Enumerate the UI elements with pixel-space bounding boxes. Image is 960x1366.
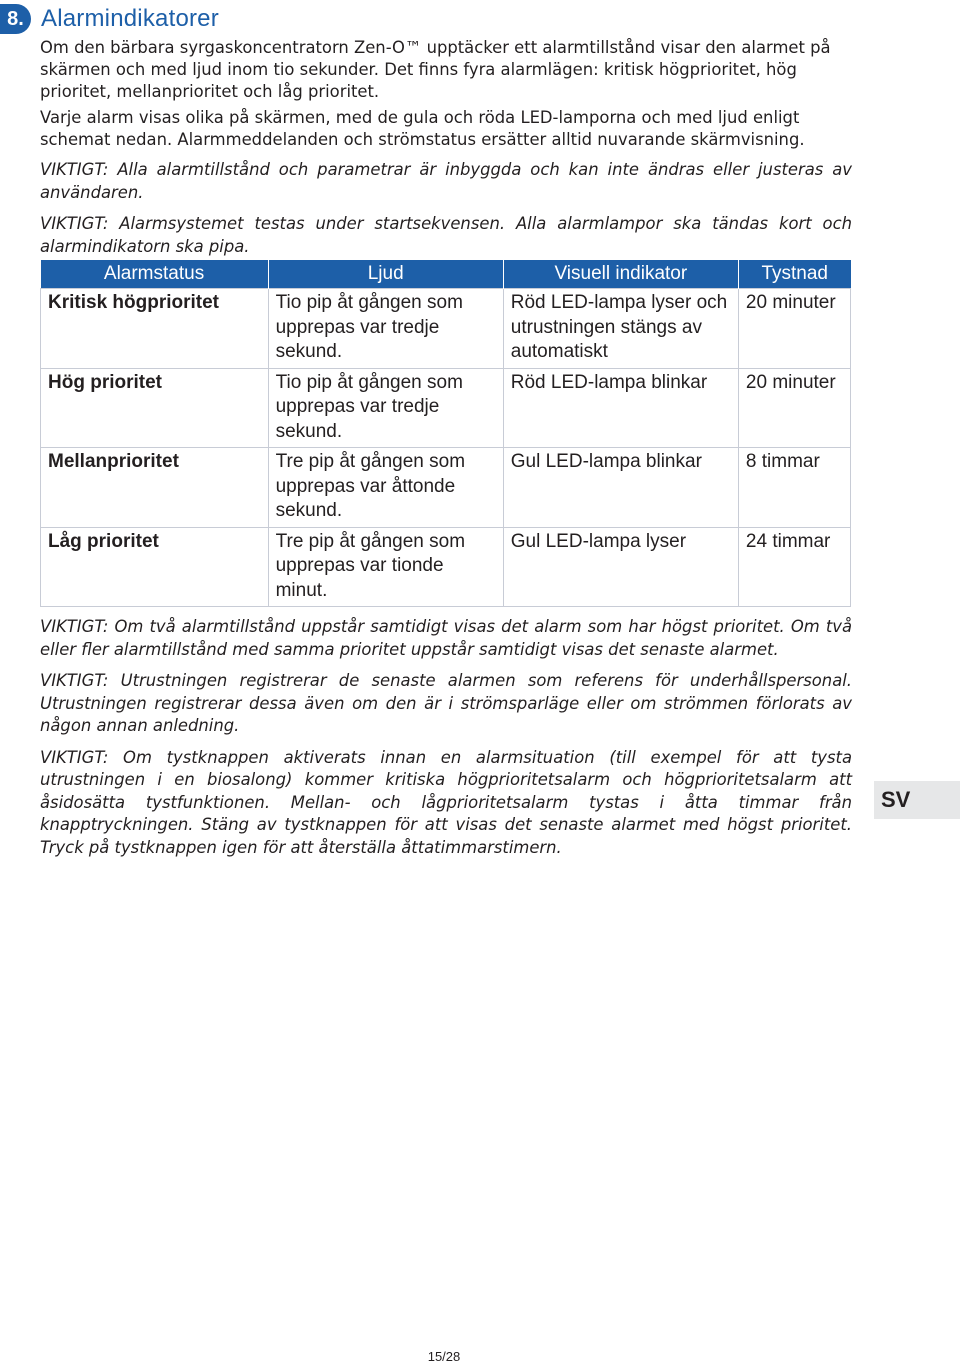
cell-status: Kritisk högprioritet — [41, 289, 269, 369]
cell-visual: Gul LED-lampa lyser — [503, 527, 738, 607]
cell-sound: Tre pip åt gången som upprepas var tionde minut. — [268, 527, 503, 607]
cell-silence: 24 timmar — [738, 527, 850, 607]
alarm-table-header-row — [41, 260, 851, 289]
alarm-table — [40, 260, 851, 607]
page-content — [40, 37, 852, 868]
table-row — [41, 527, 851, 607]
important-note-1: VIKTIGT: Alla alarmtillstånd och parametrar är inbyggda och kan inte ändras eller justeras av användaren. — [40, 160, 852, 202]
cell-sound: Tio pip åt gången som upprepas var tredje sekund. — [268, 289, 503, 369]
cell-status: Hög prioritet — [41, 368, 269, 448]
cell-visual: Röd LED-lampa blinkar — [503, 368, 738, 448]
language-tab: SV — [874, 781, 960, 819]
cell-silence: 8 timmar — [738, 448, 850, 528]
important-note-2: VIKTIGT: Alarmsystemet testas under startsekvensen. Alla alarmlampor ska tändas kort och alarmindikatorn ska pipa. — [40, 214, 852, 256]
intro-paragraph-1: Om den bärbara syrgaskoncentratorn Zen-O™ upptäcker ett alarmtillstånd visar den alarmet på skärmen och med ljud inom tio sekunder. Det finns fyra alarmlägen: kritisk högprioritet, hög prioritet, mellanprioritet och låg prioritet. — [40, 38, 831, 101]
page-number: 15/28 — [427, 1349, 461, 1364]
important-note-4: VIKTIGT: Utrustningen registrerar de senaste alarmen som referens för underhållspersonal. Utrustningen registrerar dessa även om den är i strömsparläge eller om strömmen förlorats av någon annan anledning. — [40, 671, 852, 735]
table-row — [41, 368, 851, 448]
cell-sound: Tio pip åt gången som upprepas var tredje sekund. — [268, 368, 503, 448]
section-number-badge: 8. — [0, 4, 31, 34]
cell-status: Låg prioritet — [41, 527, 269, 607]
cell-sound: Tre pip åt gången som upprepas var åttonde sekund. — [268, 448, 503, 528]
table-row — [41, 448, 851, 528]
cell-silence: 20 minuter — [738, 368, 850, 448]
header-alarm-status: Alarmstatus — [41, 260, 269, 289]
header-visual-indicator: Visuell indikator — [503, 260, 738, 289]
intro-paragraph-2: Varje alarm visas olika på skärmen, med de gula och röda LED-lamporna och med ljud enligt schemat nedan. Alarmmeddelanden och strömstatus ersätter alltid nuvarande skärmvisning. — [40, 108, 805, 149]
header-sound: Ljud — [268, 260, 503, 289]
important-note-5: VIKTIGT: Om tystknappen aktiverats innan en alarmsituation (till exempel för att tysta utrustningen i en biosalong) kommer kritiska högprioritetsalarm och högprioritetsalarm att åsidosätta tystfunktionen. Mellan- och lågprioritetsalarm tystas i åtta timmar från knapptryckningen. Stäng av tystknappen för att visas det senaste alarmet med högst prioritet. Tryck på tystknappen igen för att återställa åttatimmarstimern. — [40, 747, 852, 857]
important-note-3: VIKTIGT: Om två alarmtillstånd uppstår samtidigt visas det alarm som har högst prioritet. Om två eller fler alarmtillstånd med samma prioritet uppstår samtidigt visas det senaste alarmet. — [40, 617, 852, 659]
section-title: Alarmindikatorer — [41, 5, 219, 32]
cell-visual: Röd LED-lampa lyser och utrustningen stängs av automatiskt — [503, 289, 738, 369]
cell-silence: 20 minuter — [738, 289, 850, 369]
header-silence: Tystnad — [738, 260, 850, 289]
section-heading — [0, 4, 219, 34]
cell-visual: Gul LED-lampa blinkar — [503, 448, 738, 528]
table-row — [41, 289, 851, 369]
cell-status: Mellanprioritet — [41, 448, 269, 528]
